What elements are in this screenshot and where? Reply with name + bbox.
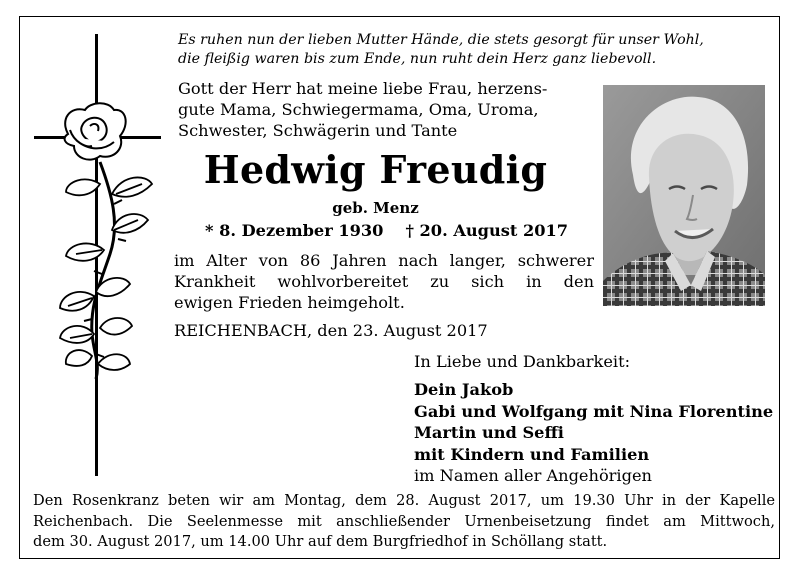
- notice-line: Den Rosenkranz beten wir am Montag, dem 28. August 2017, um 19.30 Uhr in der Kapelle: [33, 492, 775, 509]
- family-footer: im Namen aller Angehörigen: [414, 466, 652, 485]
- thanks-line: In Liebe und Dankbarkeit:: [414, 352, 631, 371]
- family-member: Dein Jakob: [414, 380, 514, 399]
- family-member: Martin und Seffi: [414, 423, 564, 442]
- place-and-date: REICHENBACH, den 23. August 2017: [174, 321, 488, 340]
- announcement-line: ewigen Frieden heimgeholt.: [174, 293, 405, 312]
- announcement-line: im Alter von 86 Jahren nach langer, schwerer: [174, 251, 594, 270]
- intro-line: gute Mama, Schwiegermama, Oma, Uroma,: [178, 100, 539, 119]
- verse-line: Es ruhen nun der lieben Mutter Hände, die stets gesorgt für unser Wohl,: [178, 32, 704, 48]
- family-member: Gabi und Wolfgang mit Nina Florentine: [414, 401, 774, 421]
- intro-line: Schwester, Schwägerin und Tante: [178, 121, 458, 140]
- birth-date: * 8. Dezember 1930: [205, 221, 384, 240]
- life-dates: [205, 221, 568, 241]
- family-list: [414, 379, 774, 487]
- cross-with-rose-icon: [30, 34, 165, 476]
- family-member: mit Kindern und Familien: [414, 444, 650, 464]
- announcement-text: [174, 250, 594, 313]
- verse-line: die fleißig waren bis zum Ende, nun ruht dein Herz ganz liebevoll.: [178, 51, 657, 67]
- notice-line: Reichenbach. Die Seelenmesse mit anschließender Urnenbeisetzung findet am Mittwoch,: [33, 512, 775, 530]
- maiden-name: geb. Menz: [332, 199, 419, 217]
- notice-line: dem 30. August 2017, um 14.00 Uhr auf dem Burgfriedhof in Schöllang statt.: [33, 533, 608, 550]
- portrait-photo: [603, 85, 765, 306]
- intro-line: Gott der Herr hat meine liebe Frau, herzens-: [178, 79, 548, 98]
- service-notice: [33, 491, 775, 553]
- announcement-line: Krankheit wohlvorbereitet zu sich in den: [174, 272, 594, 291]
- intro-text: [178, 78, 593, 141]
- death-date: † 20. August 2017: [405, 221, 569, 240]
- memorial-verse: [178, 31, 758, 69]
- deceased-name: Hedwig Freudig: [203, 147, 548, 192]
